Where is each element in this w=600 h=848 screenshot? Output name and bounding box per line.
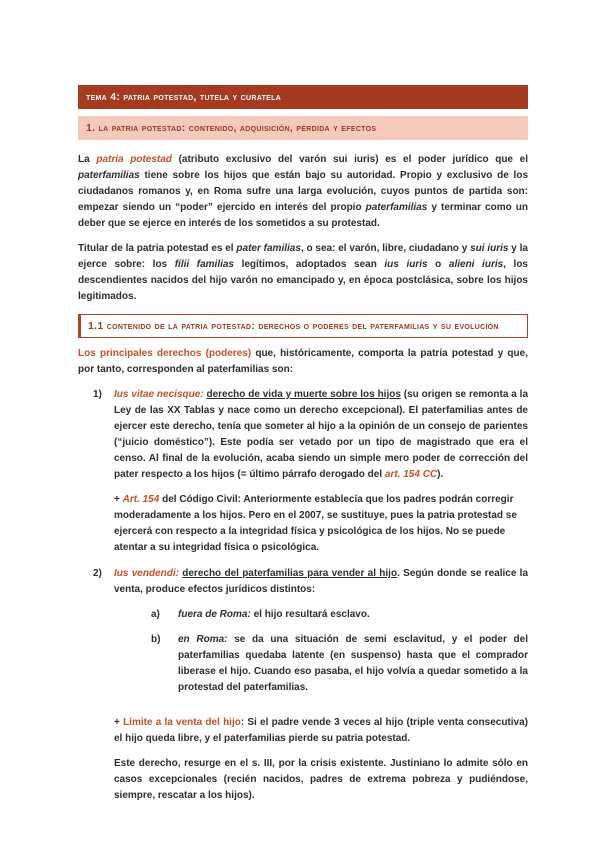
paragraph-patria-potestad-def: La patria potestad (atributo exclusivo del varón sui iuris) es el poder jurídico que el paterfamilias tiene sobre los hijos que están bajo su autoridad. Propio y exclusivo de los ciudadanos romanos y, en Roma sufre una larga evolución, cuyos puntos de partida son: empezar siendo un “poder” ejercido en interés del propio paterfamilias y terminar como un deber que se ejerce en interés de los sometidos a su protestad. xyxy=(78,154,528,229)
list-item-1-marker: 1) xyxy=(93,389,102,400)
paragraph-fuera-de-roma: fuera de Roma: el hijo resultará esclavo. xyxy=(178,609,370,620)
sublist-item-b xyxy=(151,632,528,696)
paragraph-titular: Titular de la patria potestad es el pater familias, o sea: el varón, libre, ciudadano y sui iuris y la ejerce sobre: los filii familias legítimos, adoptados sean ius iuris o alieni iuris, los descendientes nacidos del hijo varón no emancipado y, en época postclásica, sobre los hijos legitimados. xyxy=(78,243,528,302)
list-item-1-content xyxy=(114,387,528,556)
paragraph-en-roma: en Roma: se da una situación de semi esclavitud, y el poder del paterfamilias quedaba latente (en suspenso) hasta que el comprador liberase el hijo. Cuando eso pasaba, el hijo volvía a quedar sometido a la protestad del paterfamilias. xyxy=(178,634,529,693)
section-1-heading: 1. la patria potestad: contenido, adquisición, pérdida y efectos xyxy=(86,122,377,134)
paragraph-resurge-s3: Este derecho, resurge en el s. III, por la crisis existente. Justiniano lo admite sólo en casos excepcionales (recién nacidos, padres de extrema pobreza y pudiéndose, siempre, rescatar a los hijos). xyxy=(114,758,528,801)
doc-title-banner xyxy=(78,85,528,109)
list-item-2-marker: 2) xyxy=(93,568,102,579)
paragraph-ius-vitae-necisque: Ius vitae necisque: derecho de vida y muerte sobre los hijos (su origen se remonta a la Ley de las XX Tablas y nace como un derecho excepcional). El paterfamilias antes de ejercer este derecho, tenía que someter al hijo a la opinión de un consejo de parientes (“juicio doméstico”). Este podía ser vetado por un tipo de magistrado que era el censo. Al final de la evolución, acaba siendo un simple mero poder de corrección del pater respecto a los hijos (= último párrafo derogado del art. 154 CC). xyxy=(114,389,529,480)
sublist-item-b-marker: b) xyxy=(151,634,161,645)
note-limite-venta: + Límite a la venta del hijo: Si el padre vende 3 veces al hijo (triple venta consecutiva) el hijo queda libre, y el paterfamilias pierde su patria potestad. xyxy=(114,717,528,744)
section-1-banner xyxy=(78,116,528,140)
section-1-1-heading: 1.1 contenido de la patria potestad: derechos o poderes del paterfamilias y su evolución xyxy=(78,314,528,338)
paragraph-list-intro: Los principales derechos (poderes) que, históricamente, comporta la patria potestad y que, por tanto, corresponden al paterfamilias son: xyxy=(78,348,528,375)
note-art-154: + Art. 154 del Código Civil: Anteriormente establecía que los padres podrán corregir moderadamente a los hijos. Pero en el 2007, se sustituye, pues la patria protestad se ejercerá con respecto a la integridad física y psicológica de los hijos. No se puede atentar a su integridad física o psicológica. xyxy=(114,494,517,553)
paragraph-ius-vendendi: Ius vendendi: derecho del paterfamilias para vender al hijo. Según donde se realice la venta, produce efectos jurídicos distintos: xyxy=(114,568,529,595)
sublist-item-a-marker: a) xyxy=(151,609,160,620)
list-item-1 xyxy=(78,387,528,556)
list-item-2-content xyxy=(114,566,528,705)
sublist-item-a xyxy=(151,607,528,623)
list-item-2 xyxy=(78,566,528,705)
doc-title: tema 4: patria potestad, tutela y curatela xyxy=(86,91,282,103)
